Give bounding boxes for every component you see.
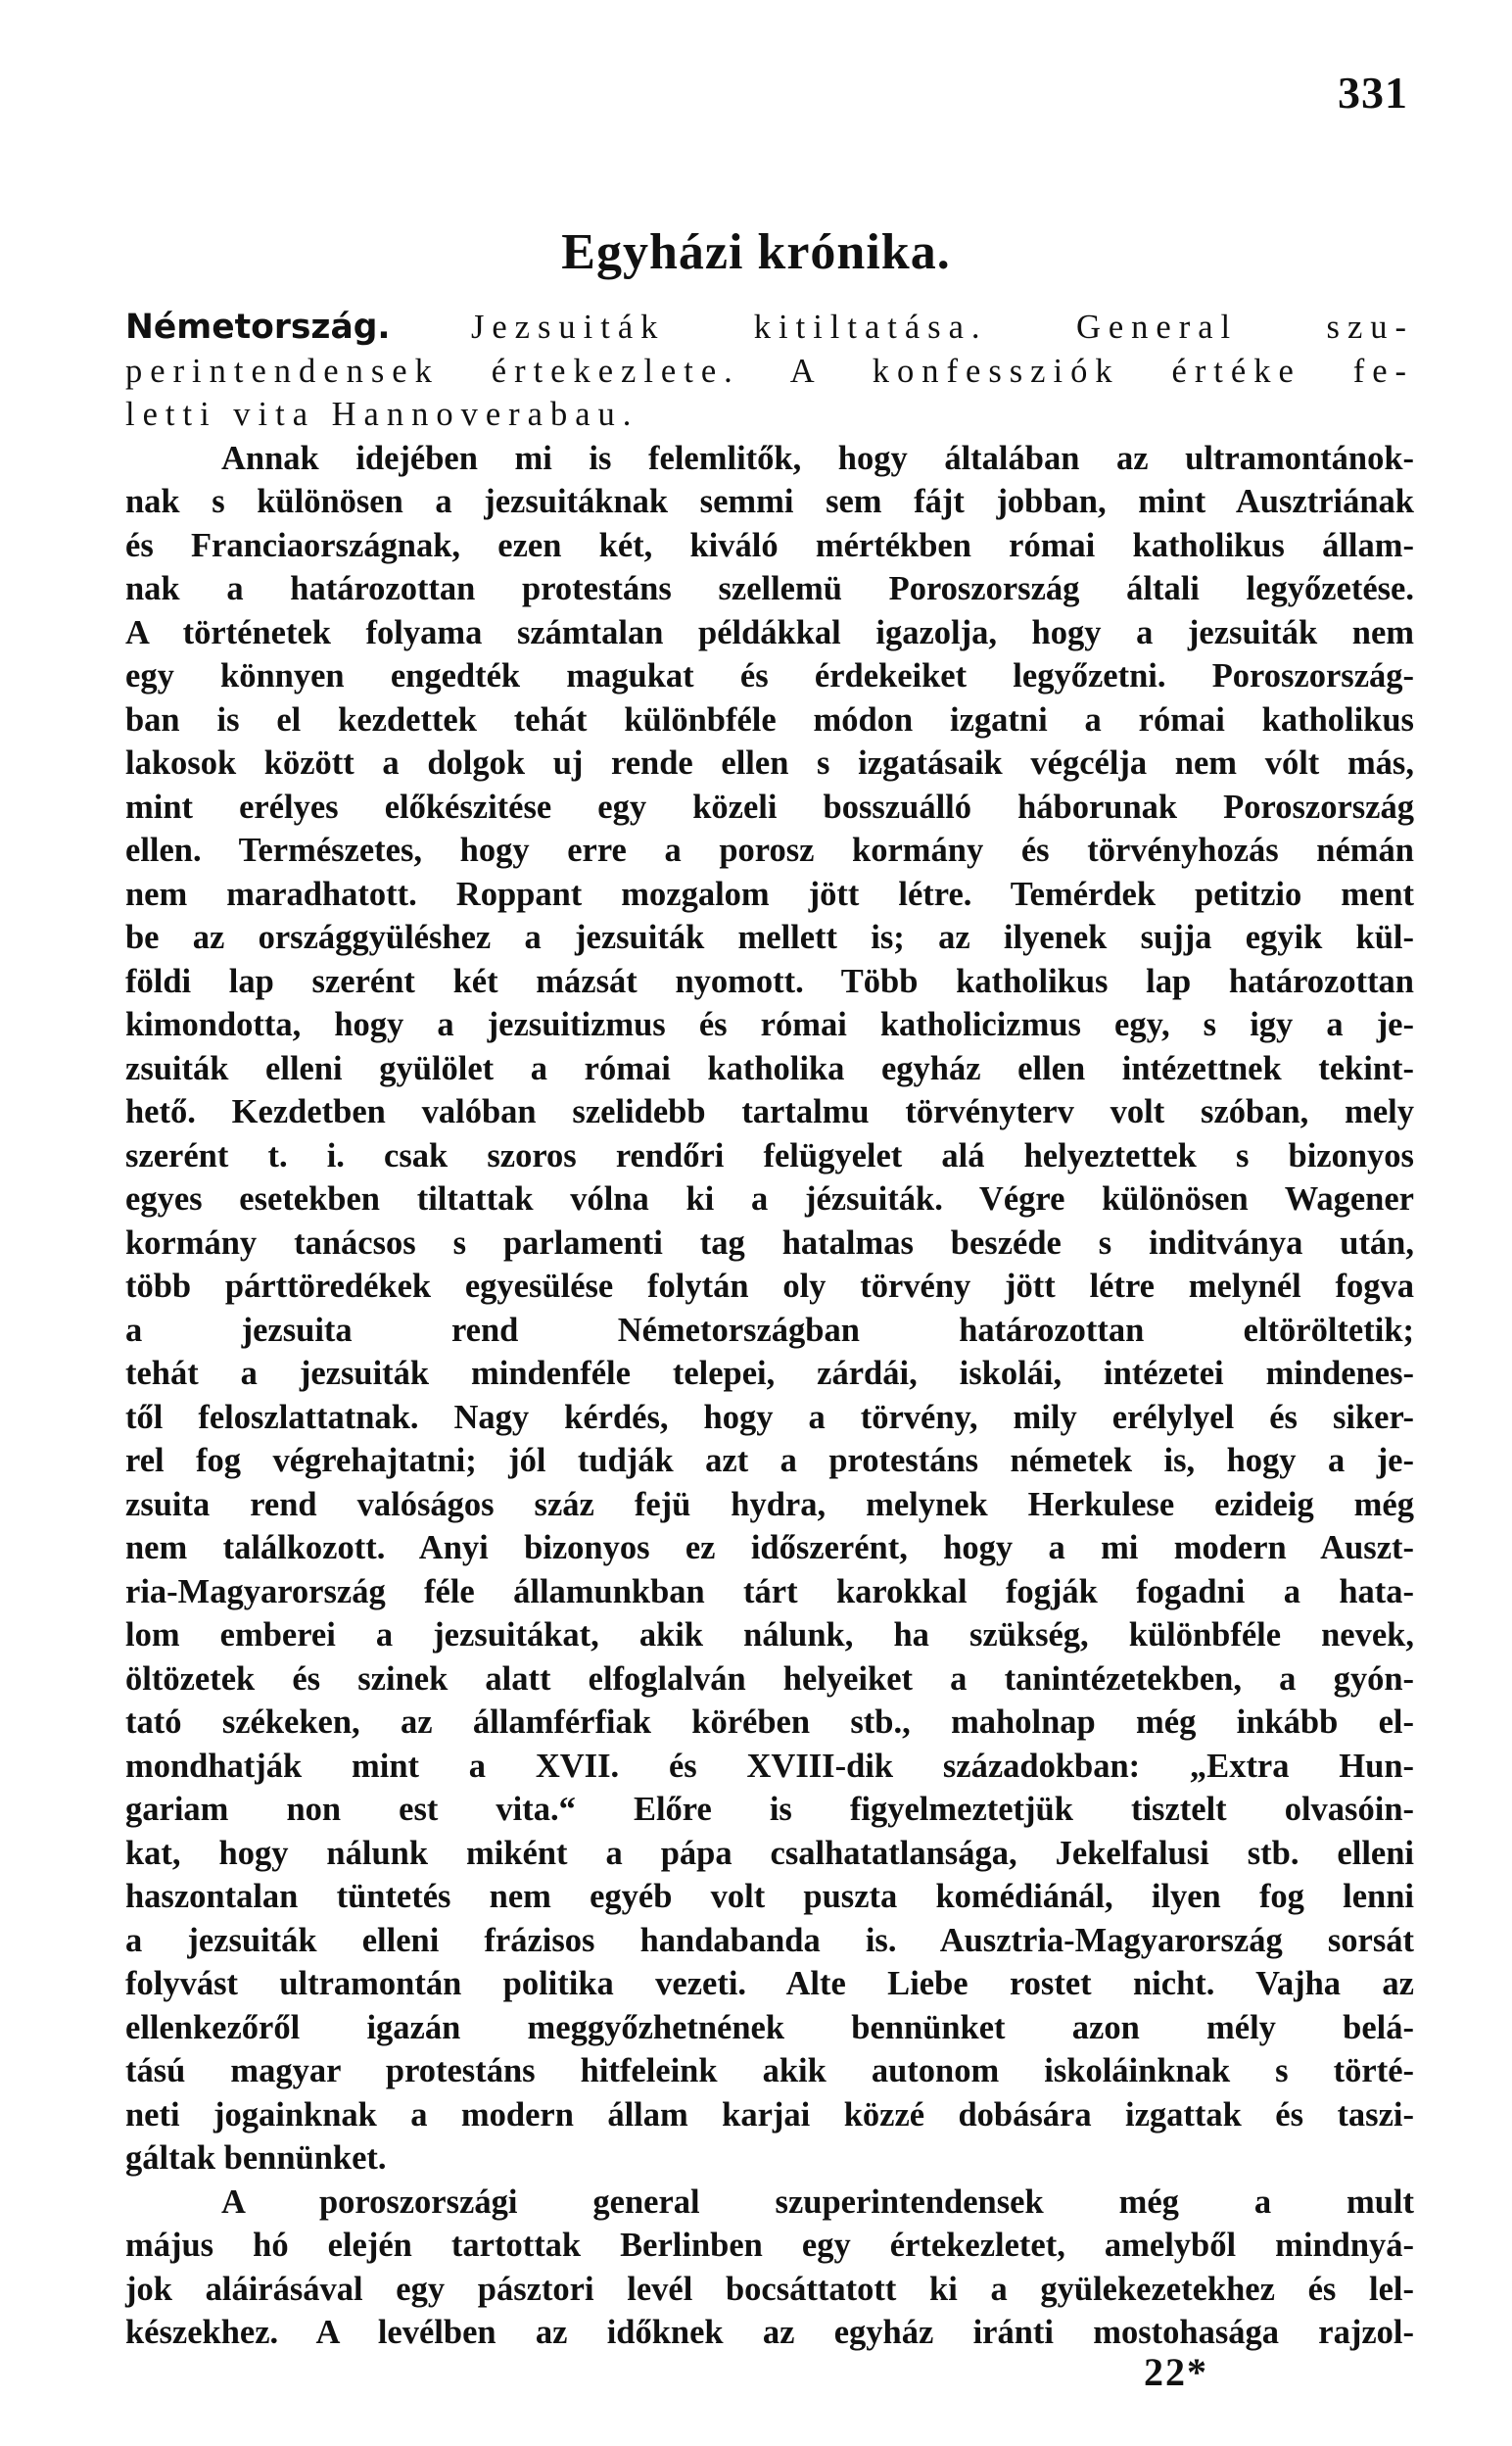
text-line: nak a határozottan protestáns szellemü Poroszország általi legyőzetése.	[125, 570, 1414, 607]
text-line: a jezsuiták elleni frázisos handabanda is. Ausztria-Magyarország sorsát	[125, 1921, 1414, 1959]
text-line: nem találkozott. Anyi bizonyos ez időszerént, hogy a mi modern Auszt-	[125, 1529, 1414, 1566]
text-line: től feloszlattatnak. Nagy kérdés, hogy a törvény, mily erélylyel és siker-	[125, 1398, 1414, 1436]
text-line: tehát a jezsuiták mindenféle telepei, zárdái, iskolái, intézetei mindenes-	[125, 1355, 1414, 1392]
text-line: ban is el kezdettek tehát különbféle módon izgatni a római katholikus	[125, 700, 1414, 739]
text-line: neti jogainknak a modern állam karjai közzé dobására izgattak és taszi-	[125, 2095, 1414, 2134]
text-line: gariam non est vita.“ Előre is figyelmeztetjük tisztelt olvasóin-	[125, 1791, 1414, 1828]
text-line: ria-Magyarország féle államunkban tárt karokkal fogják fogadni a hata-	[125, 1572, 1414, 1610]
text-line: be az országgyüléshez a jezsuiták mellett is; az ilyenek sujja egyik kül-	[125, 919, 1414, 956]
text-line: több párttöredékek egyesülése folytán oly törvény jött létre melynél fogva	[125, 1268, 1414, 1305]
text-line: kimondotta, hogy a jezsuitizmus és római katholicizmus egy, s igy a je-	[125, 1006, 1414, 1043]
text-line: mondhatják mint a XVII. és XVIII-dik századokban: „Extra Hun-	[125, 1747, 1414, 1785]
text-line: kat, hogy nálunk miként a pápa csalhatatlansága, Jekelfalusi stb. elleni	[125, 1834, 1414, 1872]
page-title: Egyházi krónika.	[561, 224, 951, 280]
text-line: A poroszországi general szuperintendensek még a mult	[221, 2182, 1414, 2221]
text-line: gáltak bennünket.	[125, 2139, 387, 2177]
section-topic: letti vita Hannoverabau.	[125, 396, 639, 433]
section-topic: perintendensek értekezlete. A konfessziók értéke fe-	[125, 352, 1414, 390]
text-line: egy könnyen engedték magukat és érdekeiket legyőzetni. Poroszország-	[125, 657, 1414, 695]
text-line: haszontalan tüntetés nem egyéb volt puszta komédiánál, ilyen fog lenni	[125, 1878, 1414, 1915]
article-body	[125, 306, 1414, 2355]
text-line: kormány tanácsos s parlamenti tag hatalmas beszéde s inditványa után,	[125, 1223, 1414, 1262]
text-line: hető. Kezdetben valóban szelidebb tartalmu törvényterv volt szóban, mely	[125, 1093, 1414, 1130]
text-line: tású magyar protestáns hitfeleink akik autonom iskoláinknak s törté-	[125, 2052, 1414, 2089]
text-line: jok aláirásával egy pásztori levél bocsáttatott ki a gyülekezetekhez és lel-	[125, 2270, 1414, 2308]
text-line: Annak idejében mi is felemlitők, hogy általában az ultramontánok-	[221, 439, 1414, 477]
text-line: mint erélyes előkészitése egy közeli bosszuálló háborunak Poroszország	[125, 788, 1414, 826]
section-heading-line	[125, 306, 1414, 350]
text-line: zsuita rend valóságos száz fejü hydra, melynek Herkulese ezideig még	[125, 1485, 1414, 1523]
text-line: szerént t. i. csak szoros rendőri felügyelet alá helyeztettek s bizonyos	[125, 1136, 1414, 1175]
signature-mark: 22*	[1144, 2350, 1208, 2394]
text-line: tató székeken, az államférfiak körében stb., maholnap még inkább el-	[125, 1703, 1414, 1741]
text-line: zsuiták elleni gyülölet a római katholika egyház ellen intézettnek tekint-	[125, 1049, 1414, 1087]
text-line: A történetek folyama számtalan példákkal igazolja, hogy a jezsuiták nem	[125, 613, 1414, 651]
text-line: és Franciaországnak, ezen két, kiváló mértékben római katholikus állam-	[125, 526, 1414, 564]
text-line: öltözetek és szinek alatt elfoglalván helyeiket a tanintézetekben, a gyón-	[125, 1659, 1414, 1698]
text-line: ellen. Természetes, hogy erre a porosz kormány és törvényhozás némán	[125, 832, 1414, 869]
text-line: lakosok között a dolgok uj rende ellen s izgatásaik végcélja nem vólt más,	[125, 744, 1414, 782]
text-line: készekhez. A levélben az időknek az egyház iránti mostohasága rajzol-	[125, 2314, 1414, 2351]
text-line: ellenkezőről igazán meggyőzhetnének bennünket azon mély belá-	[125, 2008, 1414, 2046]
text-line: nem maradhatott. Roppant mozgalom jött létre. Temérdek petitzio ment	[125, 875, 1414, 913]
text-line: földi lap szerént két mázsát nyomott. Több katholikus lap határozottan	[125, 962, 1414, 1000]
section-topic: Jezsuiták kitiltatása. General szu-	[470, 309, 1414, 346]
page-number: 331	[1338, 68, 1408, 118]
text-line: egyes esetekben tiltattak vólna ki a jézsuiták. Végre különösen Wagener	[125, 1180, 1414, 1218]
text-line: rel fog végrehajtatni; jól tudják azt a protestáns németek is, hogy a je-	[125, 1442, 1414, 1479]
text-line: lom emberei a jezsuitákat, akik nálunk, ha szükség, különbféle nevek,	[125, 1616, 1414, 1654]
section-country: Németország.	[125, 308, 391, 347]
text-line: a jezsuita rend Németországban határozottan eltöröltetik;	[125, 1311, 1414, 1349]
text-line: folyvást ultramontán politika vezeti. Alte Liebe rostet nicht. Vajha az	[125, 1965, 1414, 2002]
text-line: május hó elején tartottak Berlinben egy értekezletet, amelyből mindnyá-	[125, 2227, 1414, 2264]
text-line: nak s különösen a jezsuitáknak semmi sem fájt jobban, mint Ausztriának	[125, 483, 1414, 520]
